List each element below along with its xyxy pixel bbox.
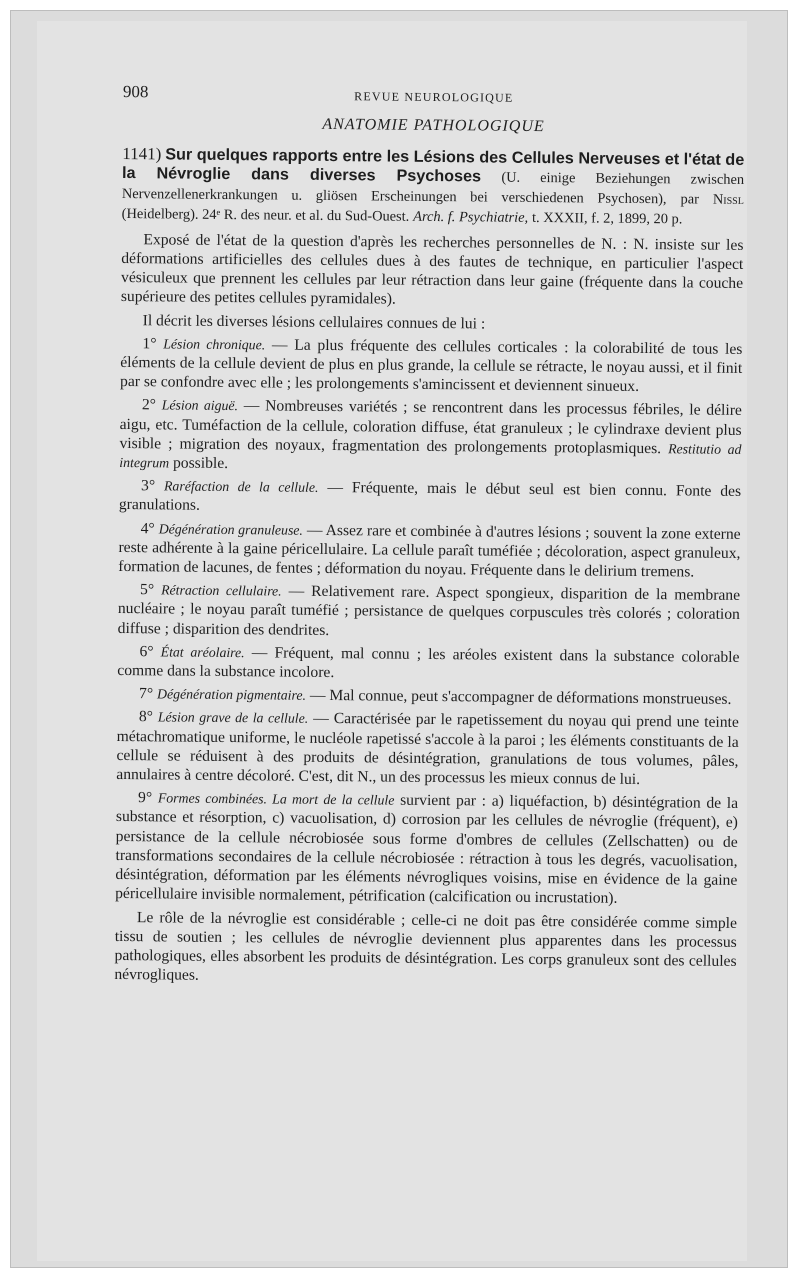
article-number: 1141) [122, 144, 162, 164]
lesion-paragraph [118, 580, 741, 644]
intro-paragraph: Exposé de l'état de la question d'après les recherches personnelles de N. : N. insiste sur les déformations artificielles des cellules dues à des fautes de technique, en particulier l'aspect vésiculeux que prennent les cellules par leur rétraction dans leur gaine (fréquente dans la couche supérieure des petites cellules pyramidales). [120, 231, 744, 309]
lesion-text: — Mal connue, peut s'accompagner de déformations monstrueuses. [309, 687, 732, 709]
reference-suffix: t. XXXII, f. 2, 1899, 20 p. [531, 209, 683, 228]
lesion-paragraph [119, 395, 742, 478]
lesion-number: 4° [140, 519, 155, 537]
lesion-number: 9° [138, 789, 153, 807]
lesion-label: Lésion aiguë. [161, 397, 239, 414]
lesion-paragraph [117, 684, 739, 709]
scanned-page [10, 10, 788, 1268]
author-name: Nissl [712, 191, 744, 209]
lesion-number: 7° [139, 685, 154, 703]
page-number: 908 [122, 81, 149, 102]
lesion-number: 8° [138, 708, 154, 726]
original-title: (U. einige Beziehungen zwischen Nervenzellenerkrankungen u. gliösen Erscheinungen bei verschiedenen Psychosen), [121, 170, 745, 208]
lesion-label: État aréolaire. [160, 644, 245, 661]
lesion-paragraph [120, 334, 743, 398]
lesion-text: survient par : a) liquéfaction, b) désintégration de la substance et résorption, c) vacuolisation, d) corrosion par les cellules de névroglie (fréquent), e) persistance de la cellule nécrobiosée sous forme d'ombres de cellules (Zellschatten) ou de transformations secondaires de la cellule nécrobiosée : rétraction à tous les degrés, vacuolisation, désintégration, déformation par les éléments névrogliques voisins, mise en évidence de la gaine péricellulaire invisible normalement, pétrification (calcification ou incrustation). [115, 791, 739, 908]
lesion-number: 1° [142, 335, 157, 353]
lesion-text: — Fréquente, mais le début seul est bien connu. Fonte des granulations. [118, 479, 742, 515]
lesion-label: Dégénération pigmentaire. [156, 686, 307, 704]
lesion-text: — Fréquent, mal connu ; les aréoles existent dans la substance colorable comme dans la substance incolore. [117, 644, 740, 682]
lesion-paragraph [119, 476, 741, 520]
lesion-latin-phrase: Restitutio ad integrum [119, 441, 742, 471]
lesion-text: — Nombreuses variétés ; se rencontrent dans les processus fébriles, le délire aigu, etc. Tuméfaction de la cellule, coloration diffuse, état granuleux ; le cylindraxe devient plus visible ; migration des noyaux, fragmentation des prolongements protoplasmiques. [119, 397, 742, 458]
lesion-label: Dégénération granuleuse. [158, 521, 304, 538]
lesion-text: — La plus fréquente des cellules corticales : la colorabilité de tous les éléments de la cellule devient de plus en plus grande, la cellule se rétracte, le noyau aussi, et il finit par se confondre avec elle ; les prolongements s'amincissent et deviennent sinueux. [120, 336, 743, 396]
lesion-label: Lésion chronique. [163, 336, 266, 353]
lesion-text-tail: possible. [172, 454, 229, 473]
lesion-number: 3° [141, 477, 156, 495]
lead-paragraph: Il décrit les diverses lésions cellulaires connues de lui : [142, 311, 486, 333]
lesion-paragraph [115, 788, 738, 909]
lesion-label: Rétraction cellulaire. [161, 582, 282, 599]
lesion-text: — Relativement rare. Aspect spongieux, disparition de la membrane nucléaire ; le noyau paraît tuméfié ; persistance de quelques corpuscules très colorés ; coloration diffuse ; disparition des dendrites. [117, 582, 741, 639]
lesion-label: Raréfaction de la cellule. [163, 478, 319, 496]
lesion-paragraph [116, 707, 739, 790]
reference-prefix: (Heidelberg). 24ᵉ R. des neur. et al. du Sud-Ouest. [121, 205, 410, 225]
lesion-label: Lésion grave de la cellule. [157, 709, 309, 727]
page-text [114, 79, 745, 990]
lesion-text: — Caractérisée par le rapetissement du noyau qui prend une teinte métachromatique uniforme, le nucléole rapetissé s'accole à la paroi ; les éléments constituants de la cellule se réduisent à des produits de désintégration, granulations de tous volumes, pâles, annulaires à centre décoloré. C'est, dit N., un des processus les mieux connus de lui. [116, 710, 739, 789]
article-heading [122, 144, 745, 230]
journal-reference: Arch. f. Psychiatrie, [413, 208, 529, 226]
article-title: Sur quelques rapports entre les Lésions des Cellules Nerveuses et l'état de la Névroglie dans diverses Psychoses [122, 145, 745, 186]
journal-title: REVUE NEUROLOGIQUE [354, 89, 514, 105]
lesion-number: 6° [139, 643, 154, 661]
lesion-label: Formes combinées. La mort de la cellule [157, 790, 395, 808]
lesion-number: 2° [141, 396, 156, 414]
by-word: par [680, 191, 699, 208]
lesion-paragraph [117, 642, 739, 686]
conclusion-paragraph: Le rôle de la névroglie est considérable ; celle-ci ne doit pas être considérée comme simple tissu de soutien ; les cellules de névroglie deviennent plus apparentes dans les processus pathologiques, elles absorbent les produits de désintégration. Les corps granuleux sont des cellules névrogliques. [114, 908, 738, 984]
lesion-text: — Assez rare et combinée à d'autres lésions ; souvent la zone externe reste adhérente à la gaine péricellulaire. La cellule paraît tuméfiée ; décoloration, aspect granuleux, formation de lacunes, de fentes ; déformation du noyau. Fréquente dans le delirium tremens. [118, 521, 741, 581]
section-title: ANATOMIE PATHOLOGIQUE [322, 115, 545, 136]
running-header [123, 79, 745, 111]
lesion-paragraph [118, 519, 741, 583]
lesion-number: 5° [140, 581, 155, 599]
